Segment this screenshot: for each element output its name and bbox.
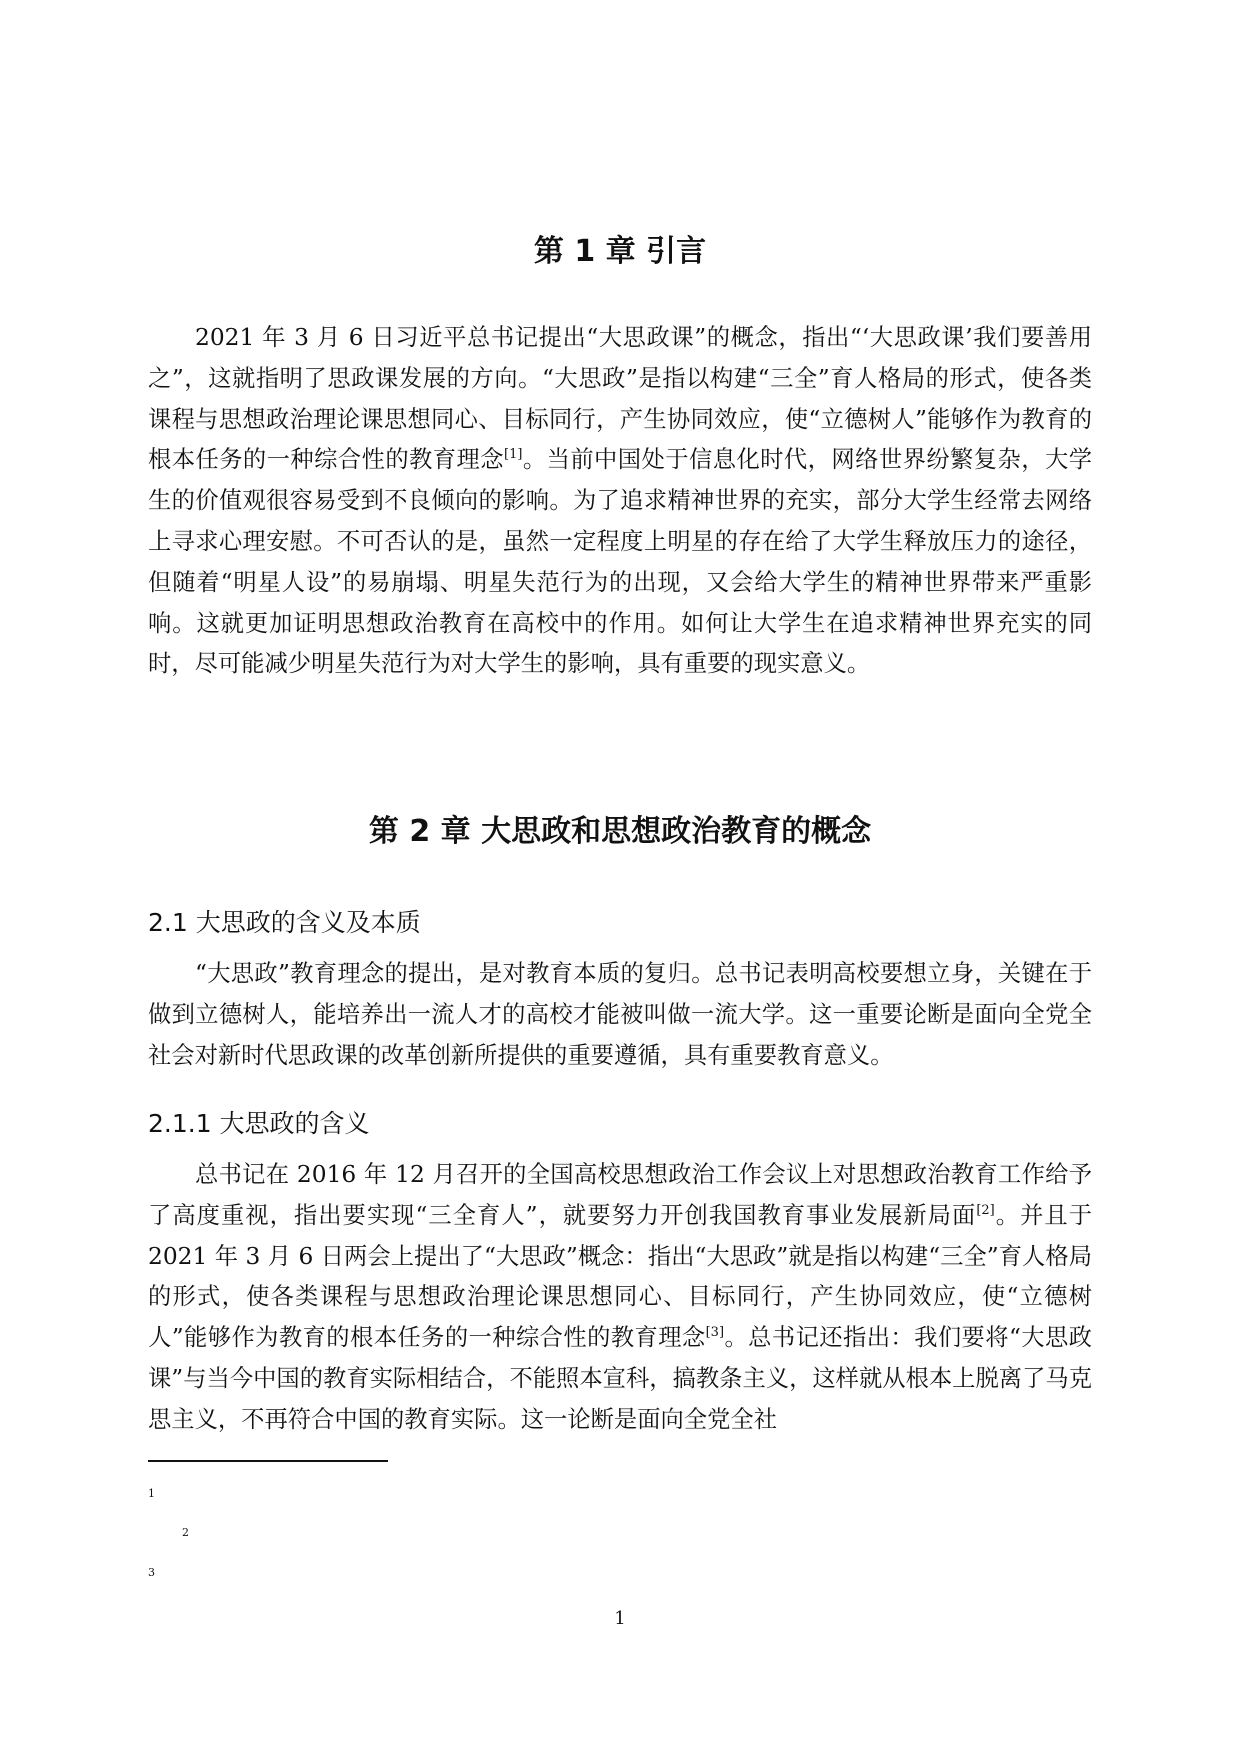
section-2-1-1-paragraph xyxy=(148,1155,1092,1441)
chapter-1-title: 第 1 章 引言 xyxy=(533,234,707,269)
section-2-1-paragraph: “大思政”教育理念的提出，是对教育本质的复归。总书记表明高校要想立身，关键在于做到立德树人，能培养出一流人才的高校才能被叫做一流大学。这一重要论断是面向全党全社会对新时代思政课的改革创新所提供的重要遵循，具有重要教育意义。 xyxy=(148,960,1092,1069)
paragraph-text: 总书记在 2016 年 12 月召开的全国高校思想政治工作会议上对思想政治教育工作给予了高度重视，指出要实现“三全育人”，就要努力开创我国教育事业发展新局面 xyxy=(148,1161,1092,1229)
citation-ref: [1] xyxy=(504,447,523,463)
paragraph-text: 。并且于 2021 年 3 月 6 日两会上提出了“大思政”概念：指出“大思政”就是指以构建“三全”育人格局的形式，使各类课程与思想政治理论课思想同心、目标同行，产生协同效应，使“立德树人”能够作为教育的根本任务的一种综合性的教育理念 xyxy=(148,1201,1093,1352)
section-2-1-title: 2.1 大思政的含义及本质 xyxy=(148,908,421,937)
citation-ref: [3] xyxy=(705,1325,725,1341)
chapter-2-title: 第 2 章 大思政和思想政治教育的概念 xyxy=(368,814,872,849)
footnote-2: 2 xyxy=(182,1526,189,1539)
paragraph-text: 2021 年 3 月 6 日习近平总书记提出“大思政课”的概念，指出“‘大思政课’我们要善用之”，这就指明了思政课发展的方向。“大思政”是指以构建“三全”育人格局的形式，使各类课程与思想政治理论课思想同心、目标同行，产生协同效应，使“立德树人”能够作为教育的根本任务的一种综合性的教育理念 xyxy=(148,324,1092,474)
section-2-1-1-title: 2.1.1 大思政的含义 xyxy=(148,1109,370,1138)
footnote-1: 1 xyxy=(148,1487,155,1500)
footnote-separator xyxy=(148,1460,388,1462)
paragraph-text: 。总书记还指出：我们要将“大思政课”与当今中国的教育实际相结合，不能照本宣科，搞教条主义，这样就从根本上脱离了马克思主义，不再符合中国的教育实际。这一论断是面向全党全社 xyxy=(148,1324,1092,1433)
chapter-1-paragraph xyxy=(148,318,1092,685)
footnote-3: 3 xyxy=(148,1566,155,1579)
citation-ref: [2] xyxy=(976,1203,995,1219)
page-number: 1 xyxy=(614,1608,626,1629)
paragraph-text: 。当前中国处于信息化时代，网络世界纷繁复杂，大学生的价值观很容易受到不良倾向的影响。为了追求精神世界的充实，部分大学生经常去网络上寻求心理安慰。不可否认的是，虽然一定程度上明星的存在给了大学生释放压力的途径，但随着“明星人设”的易崩塌、明星失范行为的出现，又会给大学生的精神世界带来严重影响。这就更加证明思想政治教育在高校中的作用。如何让大学生在追求精神世界充实的同时，尽可能减少明星失范行为对大学生的影响，具有重要的现实意义。 xyxy=(148,446,1093,678)
